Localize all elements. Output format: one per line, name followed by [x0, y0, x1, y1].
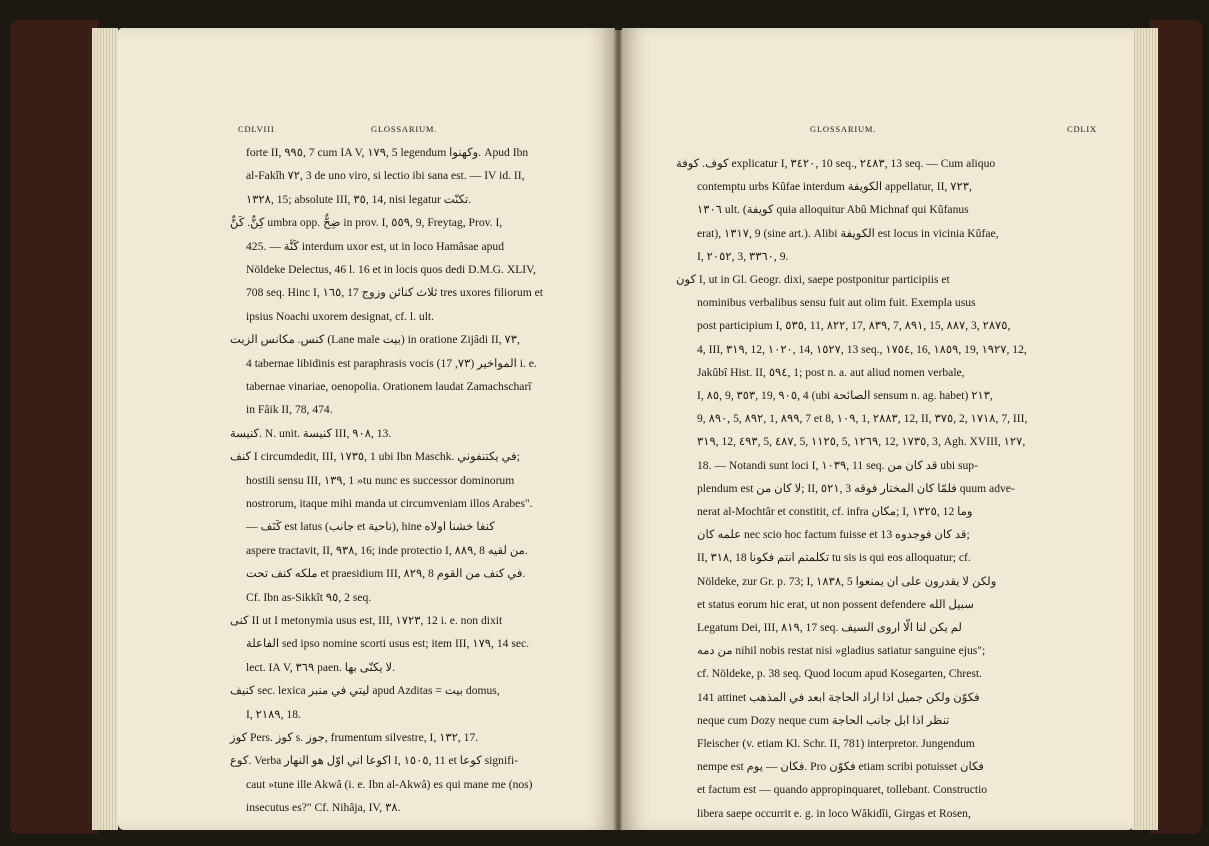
text-line: ١٣٢٨, 15; absolute III, ٣٥, 14, nisi legatur تكنّت.	[246, 192, 472, 206]
text-line: كنيسة. N. unit. كنيسة III, ٩٠٨, 13.	[230, 426, 392, 440]
text-line: nerat al-Mochtâr et constitit, cf. infra مكان; I, ١٣٢٥, 12 وما	[697, 505, 973, 518]
text-line: 4 tabernae libidinis est paraphrasis vocis المواخير (٧٣, 17) i. e.	[246, 356, 537, 370]
text-line: 4, III, ٣١٩, 12, ١٠٢٠, 14, ١٥٢٧, 13 seq., ١٧٥٤, 16, ١٨٥٩, 19, ١٩٢٧, 12,	[697, 342, 1027, 356]
text-line: كنس. مكانس الزيت (Lane male بيت) in oratione Zijâdi II, ٧٣,	[230, 333, 520, 347]
text-line: nominibus verbalibus sensu fuit aut olim fuit. Exempla usus	[697, 296, 976, 310]
text-line: et factum est — quando appropinquaret, tollebant. Constructio	[697, 783, 988, 797]
text-line: 18. — Notandi sunt loci I, ١٠٣٩, 11 seq. قد كان من ubi sup-	[697, 458, 978, 472]
text-line: علمه كان nec scio hoc factum fuisse et 13 قد كان فوجدوه;	[697, 528, 970, 542]
text-line: hostili sensu III, ١٣٩, 1 »tu nunc es successor dominorum	[246, 473, 515, 487]
text-line: Legatum Dei, III, ٨١٩, 17 seq. لم يكن لنا الّا اروى السيف	[697, 621, 962, 634]
text-line: كون I, ut in Gl. Geogr. dixi, saepe postponitur participiis et	[676, 273, 950, 286]
text-line: nostrorum, itaque mihi manda ut circumveniam illos Arabes".	[246, 497, 533, 510]
text-line: كوع. Verba اكوعا اني اوّل هو النهار I, ١٥٠٥, 11 et كوعا signifi-	[230, 754, 519, 768]
text-line: 708 seq. Hinc I, ١٦٥, 17 ثلاث كنائن وزوج tres uxores filiorum et	[246, 286, 543, 300]
text-line: al-Fakîh ٧٢, 3 de uno viro, si lectio ibi sana est. — IV id. II,	[246, 169, 525, 183]
right-running-head: GLOSSARIUM.	[810, 124, 877, 134]
text-line: Jakûbî Hist. II, ٥٩٤, 1; post n. a. aut aliud nomen verbale,	[697, 365, 965, 379]
left-running-head: GLOSSARIUM.	[371, 124, 438, 134]
text-line: I, ٢١٨٩, 18.	[246, 707, 301, 721]
text-line: كنف I circumdedit, III, ١٧٣٥, 1 ubi Ibn Maschk. في يكتنفوني;	[230, 450, 520, 464]
text-line: insecutus es?" Cf. Nihâja, IV, ٣٨.	[246, 801, 401, 815]
text-line: ٣١٩, 12, ٤٩٣, 5, ٤٨٧, 5, ١١٢٥, 5, ١٢٦٩, 12, ١٧٣٥, 3, Agh. XVIII, ١٢٧,	[697, 435, 1026, 449]
text-line: Cf. Ibn as-Sikkît ٩٥, 2 seq.	[246, 590, 372, 604]
text-line: aspere tractavit, II, ٩٣٨, 16; inde protectio I, ٨٨٩, 8 من لقيه.	[246, 543, 528, 557]
page-stack-right	[1132, 28, 1158, 830]
text-line: الفاعلة sed ipso nomine scorti usus est; item III, ١٧٩, 14 sec.	[246, 637, 530, 651]
text-line: I, ٢٠٥٢, 3, ٣٣٦٠, 9.	[697, 249, 789, 263]
text-line: ipsius Noachi uxorem designat, cf. l. ult.	[246, 309, 435, 323]
text-line: plendum est لا كان من; II, ٥٢١, 3 فلمّا كان المختار فوقه quum adve-	[697, 481, 1015, 495]
text-line: كوز Pers. كوز s. جوز, frumentum silvestre, I, ١٣٢, 17.	[230, 731, 479, 744]
text-line: ملكه كنف تحت et praesidium III, ٨٢٩, 8 في كنف من القوم.	[246, 567, 526, 581]
text-line: كِنٌّ. كَنٌّ umbra opp. ضِحٌّ in prov. I, ٥٥٩, 9, Freytag, Prov. I,	[230, 216, 503, 230]
right-page	[622, 28, 1134, 830]
binding-edge-left	[10, 20, 98, 834]
text-line: 9, ٨٩٠, 5, ٨٩٢, 1, ٨٩٩, 7 et 8, ١٠٩, 1, ٢٨٨٣, 12, II, ٣٧٥, 2, ١٧١٨, 7, III,	[697, 412, 1028, 426]
right-page-number: CDLIX	[1067, 124, 1097, 134]
text-line: cf. Nöldeke, p. 38 seq. Quod locum apud Kosegarten, Chrest.	[697, 667, 982, 681]
text-line: libera saepe occurrit e. g. in loco Wâkidîi, Girgas et Rosen,	[697, 806, 971, 820]
text-line: et status eorum hic erat, ut non possent defendere سبيل الله	[697, 597, 975, 611]
text-line: tabernae vinariae, oenopolia. Orationem laudat Zamachscharî	[246, 380, 532, 393]
text-line: forte II, ٩٩٥, 7 cum IA V, ١٧٩, 5 legendum وكهنوا. Apud Ibn	[246, 146, 529, 159]
text-line: Fleischer (v. etiam Kl. Schr. II, 781) interpretor. Jungendum	[697, 737, 975, 750]
text-line: — كَنَف est latus (جانب et ناحية), hine كنفا خشنا اولاه	[246, 520, 495, 534]
text-line: in Fâik II, 78, 474.	[246, 403, 333, 417]
text-line: كنيف sec. lexica ليتي في منبر apud Azditas = بيت domus,	[230, 684, 500, 698]
page-stack-left	[92, 28, 118, 830]
text-line: erat), ١٣١٧, 9 (sine art.). Alibi الكويفة est locus in vicinia Kûfae,	[697, 226, 999, 240]
text-line: post participium I, ٥٣٥, 11, ٨٢٢, 17, ٨٣٩, 7, ٨٩١, 15, ٨٨٧, 3, ٢٨٧٥,	[697, 319, 1011, 333]
text-line: 425. — كَنَّة interdum uxor est, ut in loco Hamâsae apud	[246, 239, 505, 253]
text-line: lect. IA V, ٣٦٩ paen. لا يكنّى بها.	[246, 660, 395, 674]
text-line: I, ٨٥, 9, ٣٥٣, 19, ٩٠٥, 4 (ubi الصائحة sensum n. ag. habet) ٢١٣,	[697, 389, 993, 402]
text-line: من دمه nihil nobis restat nisi »gladius satiatur sanguine ejus";	[697, 644, 986, 658]
text-line: Nöldeke Delectus, 46 l. 16 et in locis quos dedi D.M.G. XLIV,	[246, 263, 536, 276]
left-page	[118, 28, 615, 830]
text-line: ١٣٠٦ ult. (كويفة quia alloquitur Abû Michnaf qui Kûfanus	[697, 203, 969, 217]
text-line: neque cum Dozy neque cum تنظر اذا ابل جانب الحاجة	[697, 713, 950, 727]
text-line: 141 attinet فكوّن ولكن جميل اذا اراد الحاجة ابعد في المذهب	[697, 690, 980, 704]
text-line: nempe est فكان — يوم. Pro فكوّن etiam scribi potuisset فكان	[697, 760, 984, 774]
text-line: Nöldeke, zur Gr. p. 73; I, ١٨٣٨, 5 ولكن لا يقدرون على ان يمنعوا	[697, 574, 997, 588]
text-line: II, ٣١٨, 18 تكلمتم انتم فكونا tu sis is qui eos alloquatur; cf.	[697, 551, 971, 565]
text-line: كنى II ut I metonymia usus est, III, ١٧٢٣, 12 i. e. non dixit	[230, 614, 503, 627]
text-line: كوف. كوفة explicatur I, ٣٤٢٠, 10 seq., ٢٤٨٣, 13 seq. — Cum aliquo	[676, 157, 996, 170]
left-page-number: CDLVIII	[238, 124, 275, 134]
text-line: caut »tune ille Akwâ (i. e. Ibn al-Akwâ) es qui mane me (nos)	[246, 777, 533, 791]
text-line: contemptu urbs Kûfae interdum الكويفة appellatur, II, ٧٢٣,	[697, 180, 972, 194]
